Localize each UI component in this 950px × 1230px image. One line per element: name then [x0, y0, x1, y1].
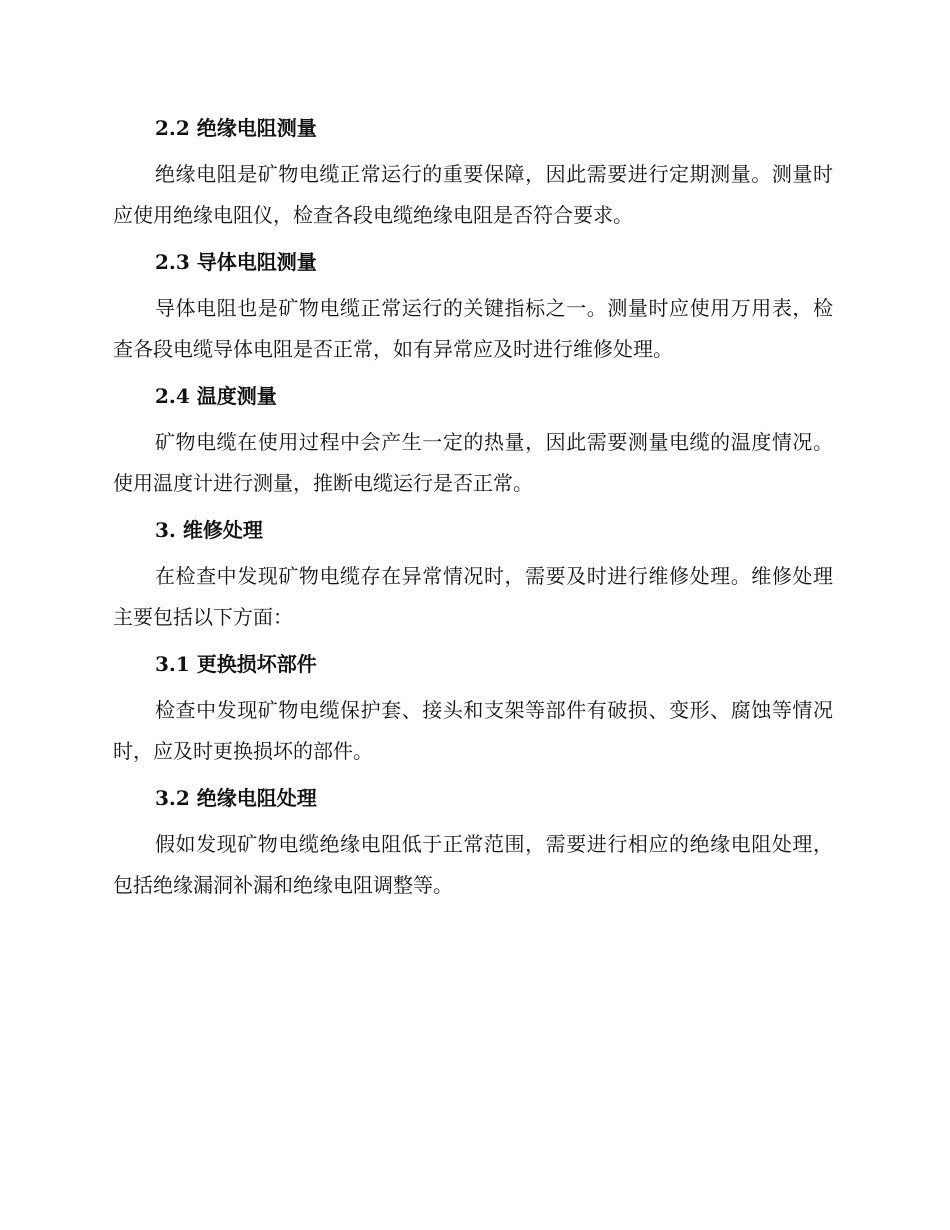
section-3-2 [113, 780, 833, 906]
section-2-4 [113, 378, 833, 512]
section-heading: 3. 维修处理 [155, 518, 263, 542]
section-heading: 2.4 温度测量 [155, 384, 277, 408]
section-3 [113, 512, 833, 646]
section-3-1 [113, 646, 833, 780]
section-paragraph: 矿物电缆在使用过程中会产生一定的热量，因此需要测量电缆的温度情况。使用温度计进行测量，推断电缆运行是否正常。 [113, 430, 833, 495]
section-heading: 2.3 导体电阻测量 [155, 250, 317, 274]
section-2-2 [113, 110, 833, 244]
document-body [113, 110, 833, 906]
section-heading: 3.1 更换损坏部件 [155, 652, 317, 676]
section-paragraph: 假如发现矿物电缆绝缘电阻低于正常范围，需要进行相应的绝缘电阻处理，包括绝缘漏洞补漏和绝缘电阻调整等。 [113, 832, 833, 897]
section-paragraph: 在检查中发现矿物电缆存在异常情况时，需要及时进行维修处理。维修处理主要包括以下方面： [113, 564, 833, 629]
section-paragraph: 检查中发现矿物电缆保护套、接头和支架等部件有破损、变形、腐蚀等情况时，应及时更换损坏的部件。 [113, 698, 833, 763]
section-heading: 3.2 绝缘电阻处理 [155, 786, 317, 810]
section-2-3 [113, 244, 833, 378]
section-paragraph: 导体电阻也是矿物电缆正常运行的关键指标之一。测量时应使用万用表，检查各段电缆导体电阻是否正常，如有异常应及时进行维修处理。 [113, 296, 833, 361]
section-heading: 2.2 绝缘电阻测量 [155, 116, 317, 140]
section-paragraph: 绝缘电阻是矿物电缆正常运行的重要保障，因此需要进行定期测量。测量时应使用绝缘电阻仪，检查各段电缆绝缘电阻是否符合要求。 [113, 162, 833, 227]
